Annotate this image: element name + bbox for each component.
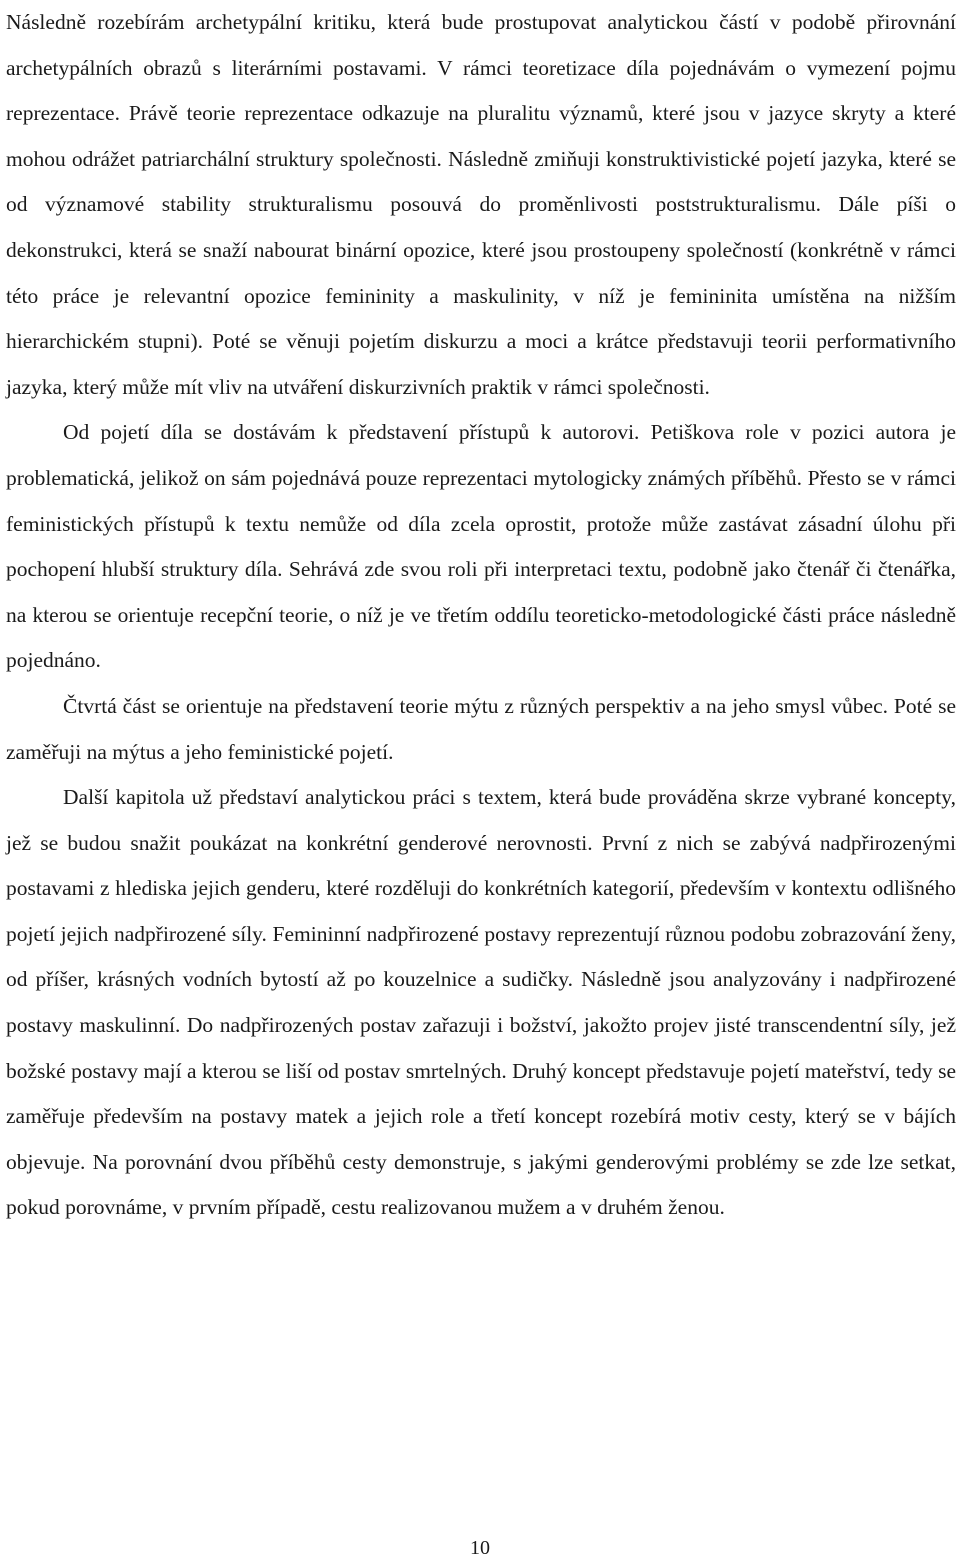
page-number: 10 <box>470 1537 490 1559</box>
paragraph-2: Od pojetí díla se dostávám k představení přístupů k autorovi. Petiškova role v pozici autora je problematická, jelikož on sám pojednává pouze reprezentaci mytologicky známých příběhů. Přesto se v rámci feministických přístupů k textu nemůže od díla zcela oprostit, protože může zastávat zásadní úlohu při pochopení hlubší struktury díla. Sehrává zde svou roli při interpretaci textu, podobně jako čtenář či čtenářka, na kterou se orientuje recepční teorie, o níž je ve třetím oddílu teoreticko-metodologické části práce následně pojednáno. <box>6 420 956 673</box>
paragraph-4: Další kapitola už představí analytickou práci s textem, která bude prováděna skrze vybrané koncepty, jež se budou snažit poukázat na konkrétní genderové nerovnosti. První z nich se zabývá nadpřirozenými postavami z hlediska jejich genderu, které rozděluji do konkrétních kategorií, především v kontextu odlišného pojetí jejich nadpřirozené síly. Femininní nadpřirozené postavy reprezentují různou podobu zobrazování ženy, od příšer, krásných vodních bytostí až po kouzelnice a sudičky. Následně jsou analyzovány i nadpřirozené postavy maskulinní. Do nadpřirozených postav zařazuji i božství, jakožto projev jisté transcendentní síly, jež božské postavy mají a kterou se liší od postav smrtelných. Druhý koncept představuje pojetí mateřství, tedy se zaměřuje především na postavy matek a jejich role a třetí koncept rozebírá motiv cesty, který se v bájích objevuje. Na porovnání dvou příběhů cesty demonstruje, s jakými genderovými problémy se zde lze setkat, pokud porovnáme, v prvním případě, cestu realizovanou mužem a v druhém ženou. <box>6 785 956 1220</box>
paragraph-1: Následně rozebírám archetypální kritiku, která bude prostupovat analytickou částí v podobě přirovnání archetypálních obrazů s literárními postavami. V rámci teoretizace díla pojednávám o vymezení pojmu reprezentace. Právě teorie reprezentace odkazuje na pluralitu významů, které jsou v jazyce skryty a které mohou odrážet patriarchální struktury společnosti. Následně zmiňuji konstruktivistické pojetí jazyka, které se od významové stability strukturalismu posouvá do proměnlivosti poststrukturalismu. Dále píši o dekonstrukci, která se snaží nabourat binární opozice, které jsou prostoupeny společností (konkrétně v rámci této práce je relevantní opozice femininity a maskulinity, v níž je femininita umístěna na nižším hierarchickém stupni). Poté se věnuji pojetím diskurzu a moci a krátce představuji teorii performativního jazyka, který může mít vliv na utváření diskurzivních praktik v rámci společnosti. <box>6 10 956 399</box>
document-body <box>6 0 956 1231</box>
paragraph-3: Čtvrtá část se orientuje na představení teorie mýtu z různých perspektiv a na jeho smysl vůbec. Poté se zaměřuji na mýtus a jeho feministické pojetí. <box>6 693 956 764</box>
